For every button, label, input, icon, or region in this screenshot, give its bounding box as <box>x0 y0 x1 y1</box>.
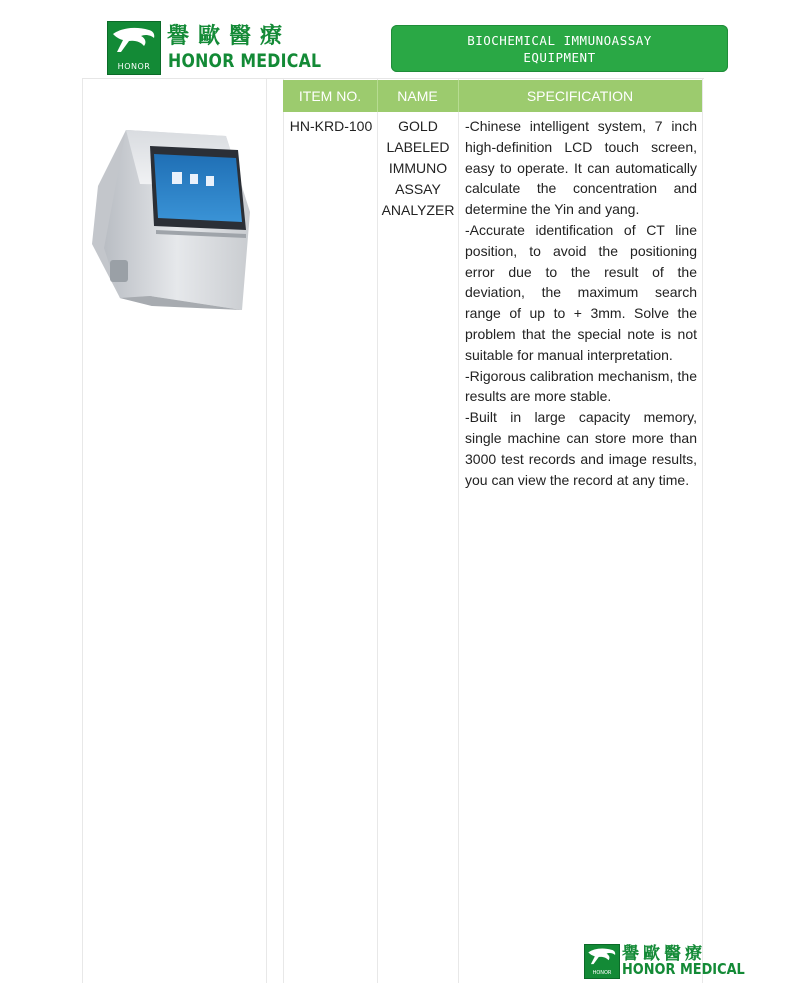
header-divider <box>82 78 704 79</box>
cell-product-name <box>380 116 456 221</box>
column-header-specification: SPECIFICATION <box>526 88 634 104</box>
spec-paragraph: -Chinese intelligent system, 7 inch high-definition LCD touch screen, easy to operate. It can automatically calculate the concentration and determine the Yin and yang. <box>465 118 697 218</box>
category-banner <box>391 25 728 72</box>
cell-item-number: HN-KRD-100 <box>289 118 373 134</box>
name-line: LABELED <box>386 139 450 155</box>
cell-specification <box>465 116 697 490</box>
logo-mark-text: HONOR <box>117 62 151 71</box>
footer-logo-mark-icon <box>584 944 620 979</box>
table-column-divider <box>458 79 459 983</box>
banner-line-2: EQUIPMENT <box>523 49 596 65</box>
spec-paragraph: -Built in large capacity memory, single machine can store more than 3000 test records and image results, you can view the record at any time. <box>465 409 697 488</box>
logo-mark-icon <box>107 21 161 75</box>
name-line: ASSAY <box>395 181 441 197</box>
table-border-right <box>702 79 703 983</box>
column-header-name: NAME <box>397 88 438 104</box>
name-line: ANALYZER <box>381 202 455 218</box>
logo-chinese-name: 譽歐醫療 <box>167 23 292 49</box>
spec-paragraph: -Rigorous calibration mechanism, the results are more stable. <box>465 367 697 405</box>
banner-line-1: BIOCHEMICAL IMMUNOASSAY <box>467 32 652 48</box>
footer-logo-mark-text: HONOR <box>592 970 612 976</box>
brand-logo <box>107 21 322 75</box>
name-line: GOLD <box>398 118 438 134</box>
footer-logo-english-name: HONOR MEDICAL <box>622 960 745 978</box>
product-image-analyzer <box>90 126 258 316</box>
logo-english-name: HONOR MEDICAL <box>168 50 322 72</box>
name-line: IMMUNO <box>388 160 448 176</box>
table-border-left <box>82 79 83 983</box>
table-column-divider <box>266 79 267 983</box>
table-column-divider <box>283 79 284 983</box>
table-column-divider <box>377 79 378 983</box>
spec-paragraph: -Accurate identification of CT line position, to avoid the positioning error due to the result of the deviation, the maximum search range of up to + 3mm. Solve the problem that the special note is not suitable for manual interpretation. <box>465 221 697 363</box>
footer-logo-chinese-name: 譽歐醫療 <box>622 944 706 964</box>
footer-brand-logo <box>584 941 764 979</box>
column-header-item-no: ITEM NO. <box>298 88 362 104</box>
